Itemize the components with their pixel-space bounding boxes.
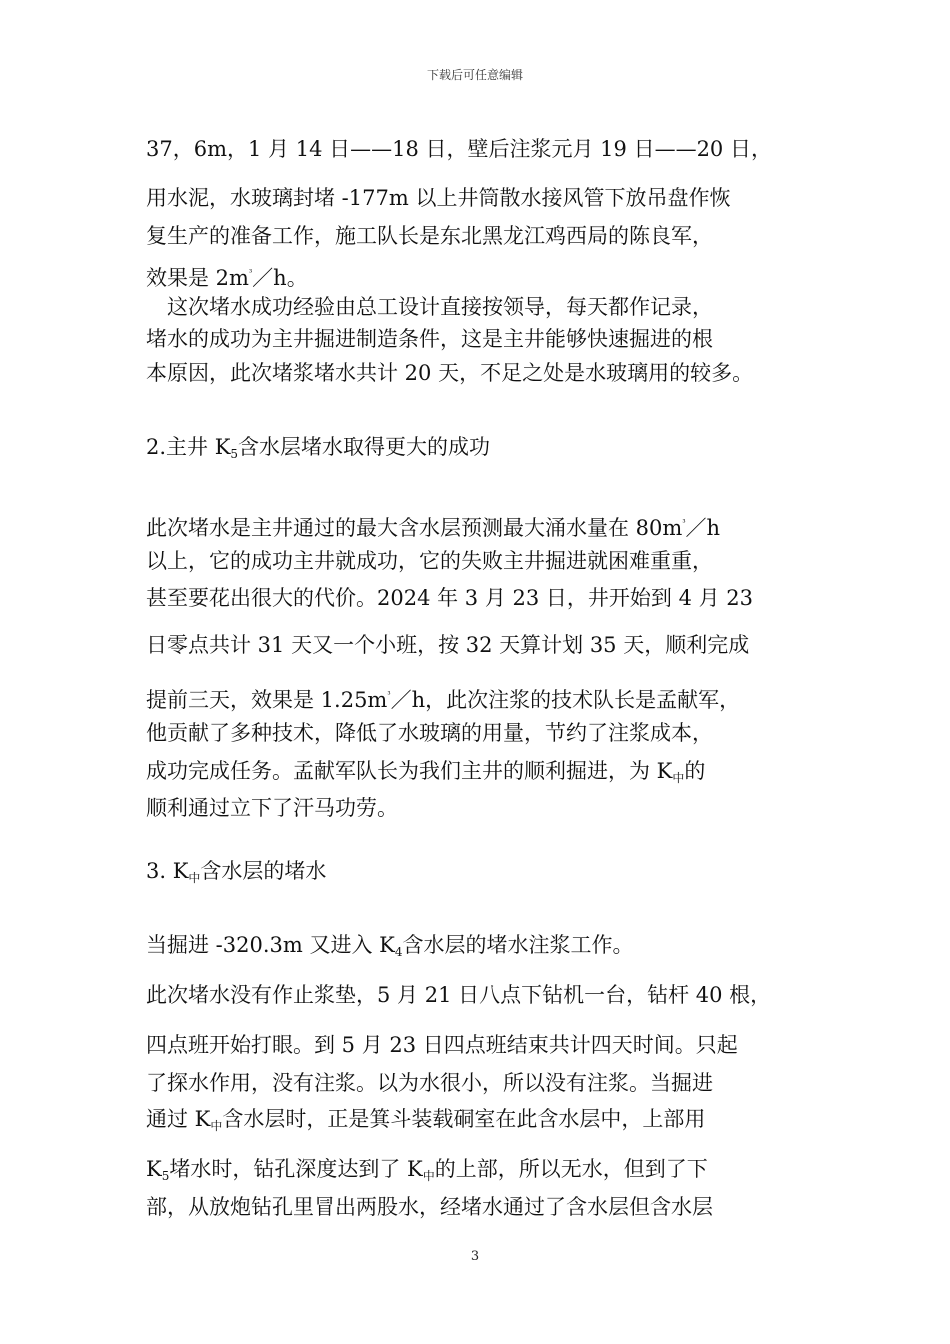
text-line: 这次堵水成功经验由总工设计直接按领导，每天都作记录，	[146, 295, 713, 319]
text-line: 提前三天，效果是 $1.25m^{^3}/h$，此次注浆的技术队长是孟献军，	[146, 688, 741, 712]
text-line: 用水泥，水玻璃封堵 -177m 以上井筒散水接风管下放吊盘作恢	[146, 186, 731, 210]
text-line: 顺利通过立下了汗马功劳。	[146, 796, 398, 820]
text-line: 复生产的准备工作，施工队长是东北黑龙江鸡西局的陈良军，	[146, 224, 713, 248]
text-line: 以上，它的成功主井就成功，它的失败主井掘进就困难重重，	[146, 549, 713, 573]
text-line: 他贡献了多种技术，降低了水玻璃的用量，节约了注浆成本，	[146, 721, 713, 745]
text-line: 四点班开始打眼。到 5 月 23 日四点班结束共计四天时间。只起	[146, 1033, 738, 1057]
text-line: 此次堵水没有作止浆垫，5 月 21 日八点下钻机一台，钻杆 40 根，	[146, 983, 772, 1007]
text-line: 37，6m，1 月 14 日——18 日，壁后注浆元月 19 日——20 日，	[146, 137, 772, 161]
text-line: 日零点共计 31 天又一个小班，按 32 天算计划 35 天，顺利完成	[146, 633, 750, 657]
text-line: 部，从放炮钻孔里冒出两股水，经堵水通过了含水层但含水层	[146, 1195, 713, 1219]
text-line: 本原因，此次堵浆堵水共计 20 天，不足之处是水玻璃用的较多。	[146, 361, 754, 385]
text-line: 通过 $K_中$含水层时，正是箕斗装载硐室在此含水层中，上部用	[146, 1107, 706, 1133]
text-line: $K_5$堵水时，钻孔深度达到了 $K_中$的上部，所以无水，但到了下	[146, 1157, 708, 1183]
text-line: 效果是 $2m^{^3}/h$。	[146, 266, 308, 290]
section-heading: 3. $K_中$含水层的堵水	[146, 859, 327, 885]
text-line: 此次堵水是主井通过的最大含水层预测最大涌水量在 $80m^{^3}/h$	[146, 516, 721, 540]
text-line: 成功完成任务。孟献军队长为我们主井的顺利掘进，为 $K_中$的	[146, 759, 706, 785]
page-number: 3	[470, 1249, 480, 1264]
text-line: 甚至要花出很大的代价。2024 年 3 月 23 日，井开始到 4 月 23	[146, 586, 754, 610]
text-line: 堵水的成功为主井掘进制造条件，这是主井能够快速掘进的根	[146, 327, 713, 351]
text-line: 了探水作用，没有注浆。以为水很小，所以没有注浆。当掘进	[146, 1071, 713, 1095]
text-line: 当掘进 -320.3m 又进入 $K_4$含水层的堵水注浆工作。	[146, 933, 634, 959]
page-header-note: 下载后可任意编辑	[426, 68, 523, 82]
section-heading: 2.主井 $K_5$含水层堵水取得更大的成功	[146, 435, 491, 461]
